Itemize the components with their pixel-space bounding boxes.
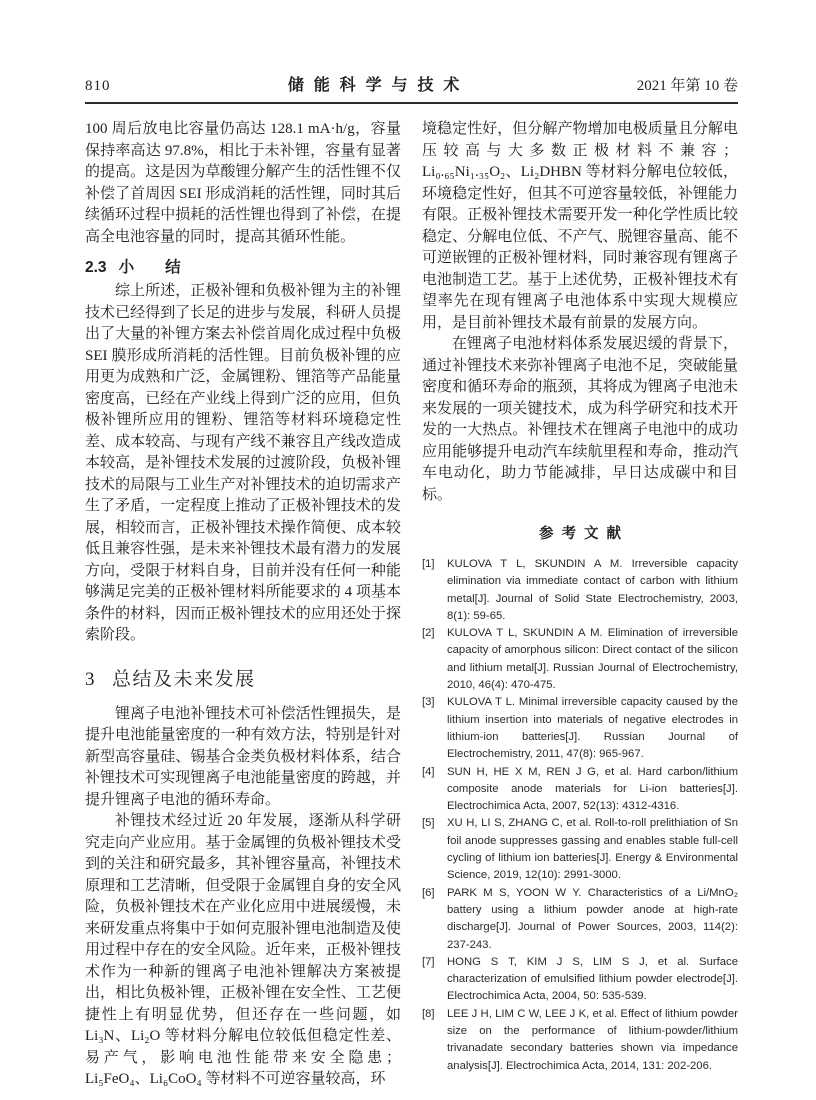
reference-item <box>422 815 738 884</box>
reference-text: KULOVA T L. Minimal irreversible capacity caused by the lithium insertion into materials of negative electrodes in lithium-ion batteries[J]. Russian Journal of Electrochemistry, 2011, 47(8): 965-967. <box>447 696 738 761</box>
reference-item <box>422 885 738 954</box>
page-header <box>85 0 738 104</box>
reference-number: [6] <box>422 886 435 899</box>
section-title: 总结及未来发展 <box>112 668 256 690</box>
section-title: 小 结 <box>118 259 181 276</box>
conclusion-paragraph: 在锂离子电池材料体系发展迟缓的背景下，通过补锂技术来弥补锂离子电池不足，突破能量密度和循环寿命的瓶颈，其将成为锂离子电池未来发展的一项关键技术，成为科学研究和技术开发的一大热点。补锂技术在锂离子电池中的成功应用能够提升电动汽车续航里程和寿命，推动汽车电动化，助力节能减排，早日达成碳中和目标。 <box>422 336 738 503</box>
references-title: 参考文献 <box>539 526 629 542</box>
summary-paragraph: 综上所述，正极补锂和负极补锂为主的补锂技术已经得到了长足的进步与发展，科研人员提出了大量的补锂方案去补偿首周化成过程中负极 SEI 膜形成所消耗的活性锂。目前负极补锂的应用更为成熟和广泛，金属锂粉、锂箔等产品能量密度高，已经在产业线上得到广泛的应用，但负极补锂所应用的锂粉、锂箔等材料环境稳定性差、成本较高、与现有产线不兼容且产线改造成本较高，是补锂技术发展的过渡阶段，负极补锂技术的局限与工业生产对补锂技术的迫切需求产生了矛盾，一定程度上推动了正极补锂技术的发展，相较而言，正极补锂技术操作简便、成本较低且兼容性强，是未来补锂技术最有潜力的发展方向，受限于材料自身，目前并没有任何一种能够满足完美的正极补锂材料所能要求的 4 项基本条件的材料，因而正极补锂技术的应用还处于探索阶段。 <box>85 283 401 643</box>
reference-text: XU H, LI S, ZHANG C, et al. Roll-to-roll prelithiation of Sn foil anode suppresses gassing and enables stable full-cell cycling of lithium ion batteries[J]. Energy & Environmental Science, 2019, 12(10): 2991-3000. <box>447 817 738 882</box>
right-column <box>422 119 738 1091</box>
reference-number: [3] <box>422 696 435 709</box>
section-heading-3 <box>85 664 401 691</box>
reference-number: [4] <box>422 765 435 778</box>
outlook-paragraph-1: 锂离子电池补锂技术可补偿活性锂损失，是提升电池能量密度的一种有效方法，特别是针对新型高容量硅、锡基合金类负极材料体系，结合补锂技术可实现锂离子电池能量密度的跨越，并提升锂离子电池的循环寿命。 <box>85 705 401 808</box>
reference-number: [5] <box>422 817 435 830</box>
page-number: 810 <box>85 78 111 94</box>
reference-item <box>422 764 738 816</box>
outlook-paragraph-2: 补锂技术经过近 20 年发展，逐渐从科学研究走向产业应用。基于金属锂的负极补锂技术受到的关注和研究最多，其补锂容量高，补锂技术原理和工艺清晰，但受限于金属锂自身的安全风险，负极补锂技术在产业化应用中进展缓慢，未来研发重点将集中于如何克服补锂电池制造及使用过程中存在的安全风险。近年来，正极补锂技术作为一种新的锂离子电池补锂解决方案被提出，相比负极补锂，正极补锂在安全性、工艺便捷性上有明显优势，但还存在一些问题，如 Li₃N、Li₂O 等材料分解电位较低但稳定性差、易产气，影响电池性能带来安全隐患；Li₅FeO₄、Li₆CoO₄ 等材料不可逆容量较高，环 <box>85 813 401 1087</box>
reference-item <box>422 556 738 625</box>
reference-item <box>422 694 738 763</box>
journal-title: 储能科学与技术 <box>287 77 470 94</box>
section-heading-2-3 <box>85 255 401 277</box>
reference-item <box>422 625 738 694</box>
volume-info: 2021 年第 10 卷 <box>636 78 738 94</box>
reference-item <box>422 954 738 1006</box>
section-number: 3 <box>85 668 96 690</box>
section-number: 2.3 <box>85 259 107 276</box>
reference-text: PARK M S, YOON W Y. Characteristics of a Li/MnO₂ battery using a lithium powder anode at high-rate discharge[J]. Journal of Power Sources, 2003, 114(2): 237-243. <box>447 886 738 951</box>
reference-number: [8] <box>422 1007 435 1020</box>
reference-text: LEE J H, LIM C W, LEE J K, et al. Effect of lithium powder size on the performance of lithium-powder/lithium trivanadate secondary batteries shown via impedance analysis[J]. Electrochimica Acta, 2014, 131: 202-206. <box>447 1007 738 1072</box>
paragraph-continuation: 境稳定性好，但分解产物增加电极质量且分解电压较高与大多数正极材料不兼容；Li₀.₆₅Ni₁.₃₅O₂、Li₂DHBN 等材料分解电位较低，环境稳定性好，但其不可逆容量较低，补锂能力有限。正极补锂技术需要开发一种化学性质比较稳定、分解电位低、不产气、脱锂容量高、能不可逆嵌锂的正极补锂材料，同时兼容现有锂离子电池制造工艺。基于上述优势，正极补锂技术有望率先在现有锂离子电池体系中实现大规模应用，是目前补锂技术最有前景的发展方向。 <box>422 121 738 331</box>
references-list <box>422 556 738 1075</box>
reference-item <box>422 1006 738 1075</box>
reference-text: SUN H, HE X M, REN J G, et al. Hard carbon/lithium composite anode materials for Li-ion batteries[J]. Electrochimica Acta, 2007, 52(13): 4312-4316. <box>447 765 738 813</box>
reference-number: [7] <box>422 955 435 968</box>
reference-text: HONG S T, KIM J S, LIM S J, et al. Surface characterization of emulsified lithium powder electrode[J]. Electrochimica Acta, 2004, 50: 535-539. <box>447 955 738 1003</box>
left-column <box>85 119 401 1091</box>
reference-number: [2] <box>422 627 435 640</box>
reference-text: KULOVA T L, SKUNDIN A M. Irreversible capacity elimination via immediate contact of carbon with lithium metal[J]. Journal of Solid State Electrochemistry, 2003, 8(1): 59-65. <box>447 558 738 622</box>
reference-number: [1] <box>422 558 435 570</box>
two-column-layout <box>85 119 738 1091</box>
paragraph-continuation: 100 周后放电比容量仍高达 128.1 mA·h/g，容量保持率高达 97.8%，相比于未补锂，容量有显著的提高。这是因为草酸锂分解产生的活性锂不仅补偿了首周因 SEI 形成消耗的活性锂，同时其后续循环过程中损耗的活性锂也得到了补偿，在提高全电池容量的同时，提高其循环性能。 <box>85 121 401 245</box>
reference-text: KULOVA T L, SKUNDIN A M. Elimination of irreversible capacity of amorphous silicon: Direct contact of the silicon and lithium metal[J]. Russian Journal of Electrochemistry, 2010, 46(4): 470-475. <box>447 627 738 692</box>
